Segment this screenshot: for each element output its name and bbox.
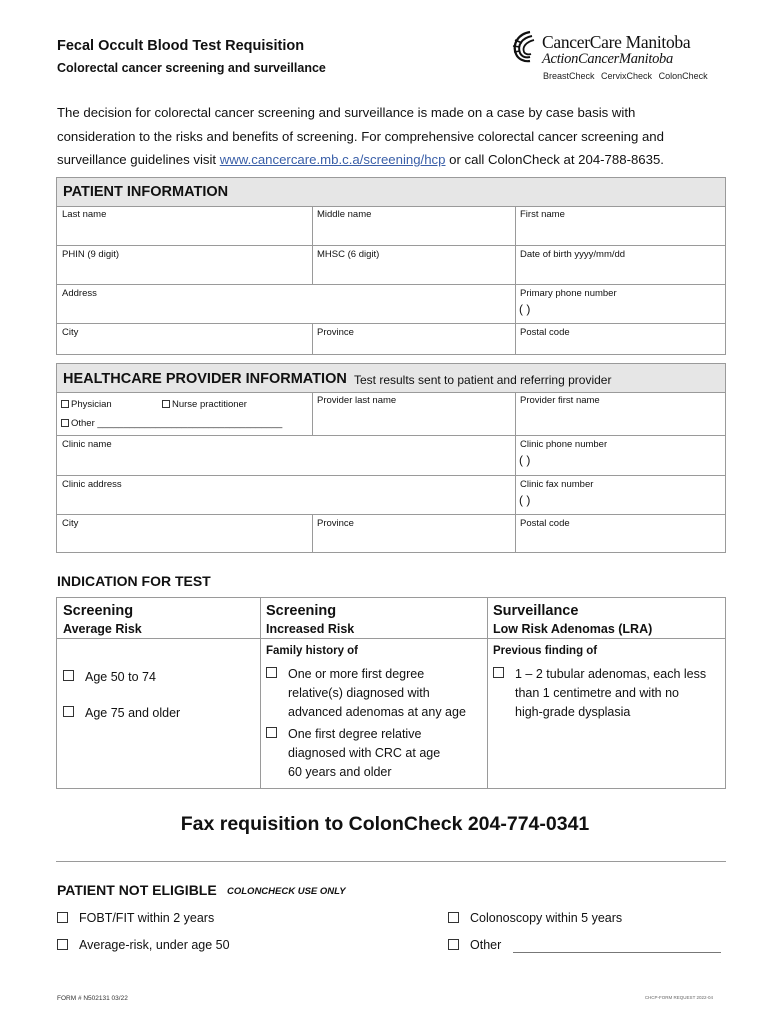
indication-table — [56, 597, 726, 789]
divider — [56, 861, 726, 862]
clinic-city-field[interactable] — [57, 515, 312, 553]
form-code: CHCP-FORM REQUEST 2022-04 — [644, 995, 713, 1000]
provider-type-field — [57, 392, 312, 436]
col3-heading: Surveillance — [493, 603, 579, 619]
clinic-fax-field[interactable] — [515, 476, 725, 515]
city-label: City — [62, 327, 79, 338]
program-coloncheck: ColonCheck — [658, 71, 708, 81]
divider — [312, 206, 313, 285]
age-50-74-checkbox[interactable] — [63, 670, 74, 681]
intro-paragraph — [57, 101, 717, 172]
patient-info-grid — [56, 206, 726, 355]
divider — [312, 392, 313, 436]
provider-section-note: Test results sent to patient and referring provider — [354, 373, 612, 387]
first-degree-adenomas-checkbox[interactable] — [266, 667, 277, 678]
address-field[interactable] — [57, 285, 515, 324]
screening-average-column — [57, 598, 260, 788]
clinic-address-field[interactable] — [57, 476, 515, 515]
nurse-label: Nurse practitioner — [172, 399, 247, 410]
other-label: Other — [470, 938, 502, 952]
address-label: Address — [62, 288, 97, 299]
area-code-parens: ( ) — [519, 453, 531, 467]
provider-info-grid — [56, 392, 726, 553]
intro-text: The decision for colorectal cancer screening and surveillance is made on a case by case basis with consideration to the risks and benefits of screening. For comprehensive colorectal cancer screening and surveillance guidelines visit — [57, 105, 664, 167]
tubular-adenomas-line: 1 – 2 tubular adenomas, each less — [515, 667, 707, 681]
province-field[interactable] — [312, 324, 515, 355]
intro-text-end: or call ColonCheck at 204-788-8635. — [445, 152, 664, 167]
first-degree-crc-checkbox[interactable] — [266, 727, 277, 738]
first-degree-crc-line: diagnosed with CRC at age — [288, 746, 441, 760]
col2-heading: Screening — [266, 603, 337, 619]
colonoscopy-checkbox[interactable] — [448, 912, 459, 923]
other-provider-label: Other ___________________________________ — [71, 418, 283, 429]
other-provider-option[interactable] — [61, 418, 282, 429]
colonoscopy-label: Colonoscopy within 5 years — [470, 911, 623, 925]
clinic-province-field[interactable] — [312, 515, 515, 553]
first-degree-crc-line: 60 years and older — [288, 765, 392, 779]
swirl-logo-icon — [510, 30, 540, 64]
provider-section-header — [56, 363, 726, 393]
not-eligible-title: PATIENT NOT ELIGIBLE — [57, 882, 217, 898]
mhsc-field[interactable] — [312, 246, 515, 285]
primary-phone-label: Primary phone number — [520, 288, 617, 299]
tubular-adenomas-checkbox[interactable] — [493, 667, 504, 678]
physician-option[interactable] — [61, 399, 112, 410]
clinic-city-label: City — [62, 518, 79, 529]
form-subtitle: Colorectal cancer screening and surveillance — [57, 61, 326, 75]
middle-name-field[interactable] — [312, 206, 515, 246]
patient-section-title: PATIENT INFORMATION — [63, 184, 229, 200]
postal-code-field[interactable] — [515, 324, 725, 355]
coloncheck-use-only-note: COLONCHECK USE ONLY — [227, 886, 346, 897]
logo-org-name: CancerCare Manitoba — [542, 32, 691, 52]
col1-heading: Screening — [63, 603, 134, 619]
average-risk-checkbox[interactable] — [57, 939, 68, 950]
other-provider-checkbox[interactable] — [61, 419, 69, 427]
provider-first-name-label: Provider first name — [520, 395, 600, 406]
family-history-label: Family history of — [266, 645, 359, 657]
clinic-address-label: Clinic address — [62, 479, 122, 490]
phin-field[interactable] — [57, 246, 312, 285]
indication-title: INDICATION FOR TEST — [57, 573, 211, 589]
clinic-province-label: Province — [317, 518, 354, 529]
fobt-label: FOBT/FIT within 2 years — [79, 911, 215, 925]
physician-label: Physician — [71, 399, 112, 410]
average-risk-label: Average-risk, under age 50 — [79, 938, 230, 952]
col1-subheading: Average Risk — [63, 622, 142, 636]
first-degree-crc-line: One first degree relative — [288, 727, 422, 741]
form-number: FORM # N502131 03/22 — [57, 995, 128, 1002]
mhsc-label: MHSC (6 digit) — [317, 249, 380, 260]
patient-section-header — [56, 177, 726, 207]
first-name-field[interactable] — [515, 206, 725, 246]
province-label: Province — [317, 327, 354, 338]
physician-checkbox[interactable] — [61, 400, 69, 408]
provider-last-name-field[interactable] — [312, 392, 515, 436]
first-degree-adenomas-line: advanced adenomas at any age — [288, 705, 466, 719]
screening-increased-column — [260, 598, 487, 788]
area-code-parens: ( ) — [519, 493, 531, 507]
clinic-phone-label: Clinic phone number — [520, 439, 608, 450]
fobt-checkbox[interactable] — [57, 912, 68, 923]
clinic-fax-label: Clinic fax number — [520, 479, 594, 490]
clinic-name-label: Clinic name — [62, 439, 112, 450]
divider — [312, 324, 313, 355]
first-degree-adenomas-line: relative(s) diagnosed with — [288, 686, 430, 700]
previous-finding-label: Previous finding of — [493, 645, 598, 657]
form-title: Fecal Occult Blood Test Requisition — [57, 38, 305, 54]
divider — [515, 392, 516, 553]
dob-field[interactable] — [515, 246, 725, 285]
divider — [312, 515, 313, 553]
city-field[interactable] — [57, 324, 312, 355]
cancercare-logo — [510, 30, 710, 86]
nurse-option[interactable] — [162, 399, 247, 410]
divider — [515, 206, 516, 355]
guidelines-link[interactable]: www.cancercare.mb.c.a/screening/hcp — [219, 152, 446, 167]
clinic-phone-field[interactable] — [515, 436, 725, 476]
clinic-postal-code-field[interactable] — [515, 515, 725, 553]
logo-org-name-secondary: ActionCancerManitoba — [542, 51, 673, 67]
first-degree-adenomas-line: One or more first degree — [288, 667, 425, 681]
fax-instruction: Fax requisition to ColonCheck 204-774-0341 — [180, 813, 590, 835]
postal-code-label: Postal code — [520, 327, 570, 338]
nurse-checkbox[interactable] — [162, 400, 170, 408]
clinic-name-field[interactable] — [57, 436, 515, 476]
age-50-74-label: Age 50 to 74 — [85, 670, 156, 684]
program-cervixcheck: CervixCheck — [601, 71, 653, 81]
dob-label: Date of birth yyyy/mm/dd — [520, 249, 626, 260]
primary-phone-field[interactable] — [515, 285, 725, 324]
col2-subheading: Increased Risk — [266, 622, 355, 636]
clinic-postal-code-label: Postal code — [520, 518, 570, 529]
phin-label: PHIN (9 digit) — [62, 249, 120, 260]
first-name-label: First name — [520, 209, 565, 220]
last-name-label: Last name — [62, 209, 107, 220]
logo-programs — [543, 71, 712, 81]
area-code-parens: ( ) — [519, 302, 531, 316]
program-breastcheck: BreastCheck — [543, 71, 595, 81]
middle-name-label: Middle name — [317, 209, 372, 220]
tubular-adenomas-line: than 1 centimetre and with no — [515, 686, 679, 700]
age-75-older-checkbox[interactable] — [63, 706, 74, 717]
provider-last-name-label: Provider last name — [317, 395, 397, 406]
col3-subheading: Low Risk Adenomas (LRA) — [493, 622, 653, 636]
provider-section-title: HEALTHCARE PROVIDER INFORMATION — [63, 371, 347, 387]
age-75-older-label: Age 75 and older — [85, 706, 181, 720]
last-name-field[interactable] — [57, 206, 312, 246]
other-write-in-line[interactable] — [513, 952, 721, 953]
tubular-adenomas-line: high-grade dysplasia — [515, 705, 631, 719]
provider-first-name-field[interactable] — [515, 392, 725, 436]
other-checkbox[interactable] — [448, 939, 459, 950]
surveillance-column — [487, 598, 725, 788]
